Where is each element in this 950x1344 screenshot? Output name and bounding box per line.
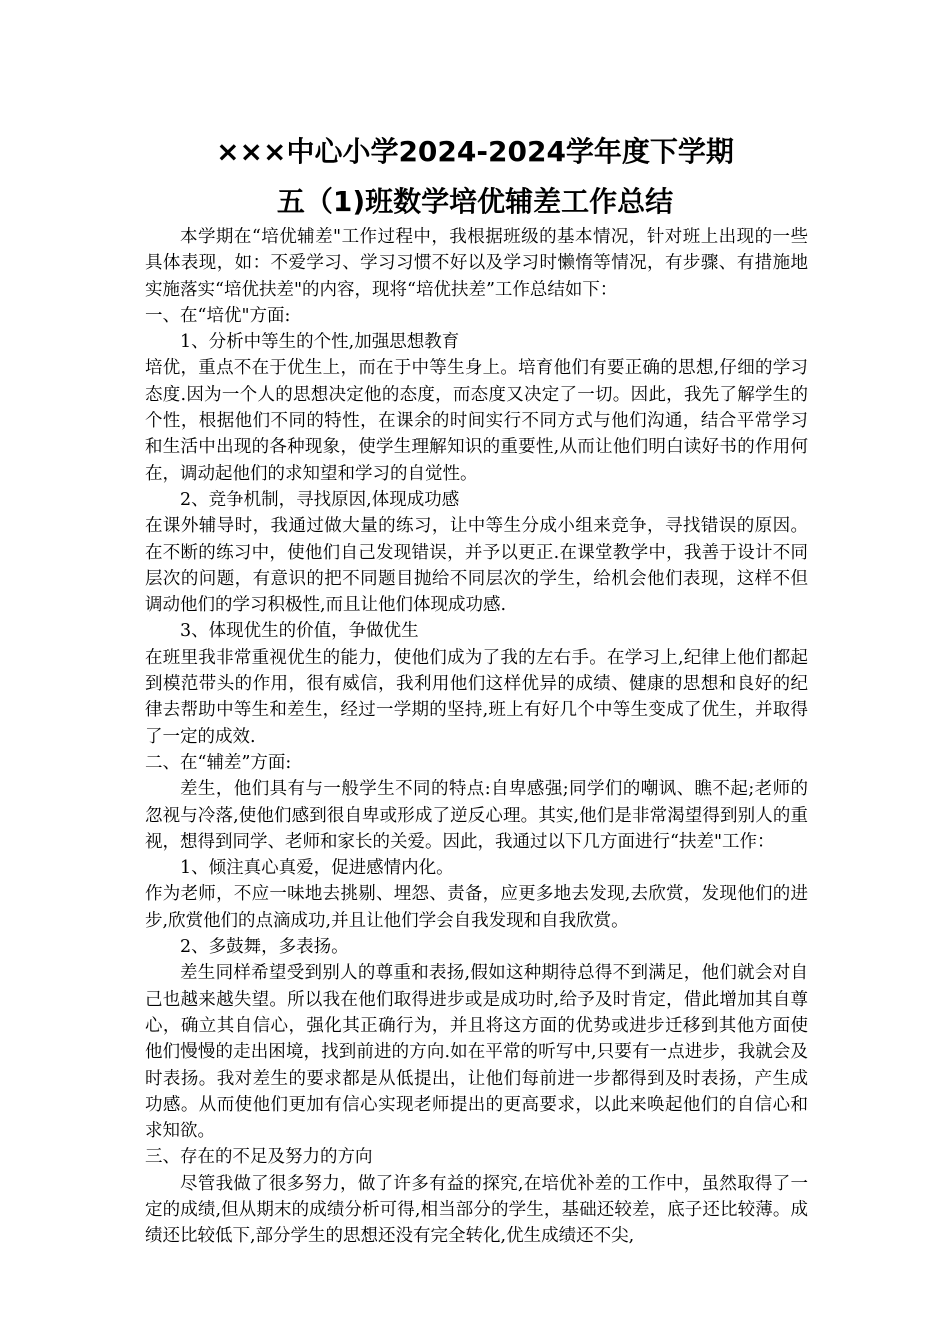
paragraph: 三、存在的不足及努力的方向 xyxy=(145,1147,373,1168)
document-title: ×××中心小学2024-2024学年度下学期 xyxy=(216,135,734,168)
paragraph: 作为老师，不应一味地去挑剔、埋怨、责备，应更多地去发现,去欣赏，发现他们的进步,欣赏他们的点滴成功,并且让他们学会自我发现和自我欣赏。 xyxy=(145,884,808,931)
sub-heading: 1、分析中等生的个性,加强思想教育 xyxy=(180,332,460,353)
paragraph: 尽管我做了很多努力，做了许多有益的探究,在培优补差的工作中，虽然取得了一定的成绩,但从期末的成绩分析可得,相当部分的学生，基础还较差，底子还比较薄。成绩还比较低下,部分学生的思想还没有完全转化,优生成绩还不尖, xyxy=(145,1173,808,1247)
document-body xyxy=(145,224,808,1250)
paragraph: 培优，重点不在于优生上，而在于中等生身上。培育他们有要正确的思想,仔细的学习态度.因为一个人的思想决定他的态度，而态度又决定了一切。因此，我先了解学生的个性，根据他们不同的特性，在课余的时间实行不同方式与他们沟通，结合平常学习和生活中出现的各种现象，使学生理解知识的重要性,从而让他们明白读好书的作用何在，调动起他们的求知望和学习的自觉性。 xyxy=(145,358,808,484)
paragraph: 在班里我非常重视优生的能力，使他们成为了我的左右手。在学习上,纪律上他们都起到模范带头的作用，很有威信，我利用他们这样优异的成绩、健康的思想和良好的纪律去帮助中等生和差生，经过一学期的坚持,班上有好几个中等生变成了优生，并取得了一定的成效. xyxy=(145,647,808,747)
sub-heading: 3、体现优生的价值，争做优生 xyxy=(180,621,419,642)
paragraph: 差生，他们具有与一般学生不同的特点:自卑感强;同学们的嘲讽、瞧不起;老师的忽视与冷落,使他们感到很自卑或形成了逆反心理。其实,他们是非常渴望得到别人的重视，想得到同学、老师和家长的关爱。因此，我通过以下几方面进行“扶差"工作： xyxy=(145,779,808,852)
paragraph: 在课外辅导时，我通过做大量的练习，让中等生分成小组来竞争，寻找错误的原因。在不断的练习中，使他们自己发现错误，并予以更正.在课堂教学中，我善于设计不同层次的问题，有意识的把不同题目抛给不同层次的学生，给机会他们表现，这样不但调动他们的学习积极性,而且让他们体现成功感. xyxy=(145,516,808,616)
sub-heading: 1、倾注真心真爱，促进感情内化。 xyxy=(180,858,454,879)
sub-heading: 2、多鼓舞，多表扬。 xyxy=(180,937,349,958)
paragraph: 一、在“培优"方面: xyxy=(145,305,291,326)
paragraph: 本学期在“培优辅差"工作过程中，我根据班级的基本情况，针对班上出现的一些具体表现，如：不爱学习、学习习惯不好以及学习时懒惰等情况，有步骤、有措施地实施落实“培优扶差"的内容，现将“培优扶差”工作总结如下： xyxy=(145,227,808,300)
document-subtitle: 五（1)班数学培优辅差工作总结 xyxy=(276,185,674,218)
paragraph: 差生同样希望受到别人的尊重和表扬,假如这种期待总得不到满足，他们就会对自己也越来越失望。所以我在他们取得进步或是成功时,给予及时肯定，借此增加其自尊心，确立其自信心，强化其正确行为，并且将这方面的优势或进步迁移到其他方面使他们慢慢的走出困境，找到前进的方向.如在平常的听写中,只要有一点进步，我就会及时表扬。我对差生的要求都是从低提出，让他们每前进一步都得到及时表扬，产生成功感。从而使他们更加有信心实现老师提出的更高要求，以此来唤起他们的自信心和求知欲。 xyxy=(145,963,808,1142)
paragraph: 二、在“辅差”方面: xyxy=(145,752,292,773)
sub-heading: 2、竞争机制，寻找原因,体现成功感 xyxy=(180,489,460,510)
